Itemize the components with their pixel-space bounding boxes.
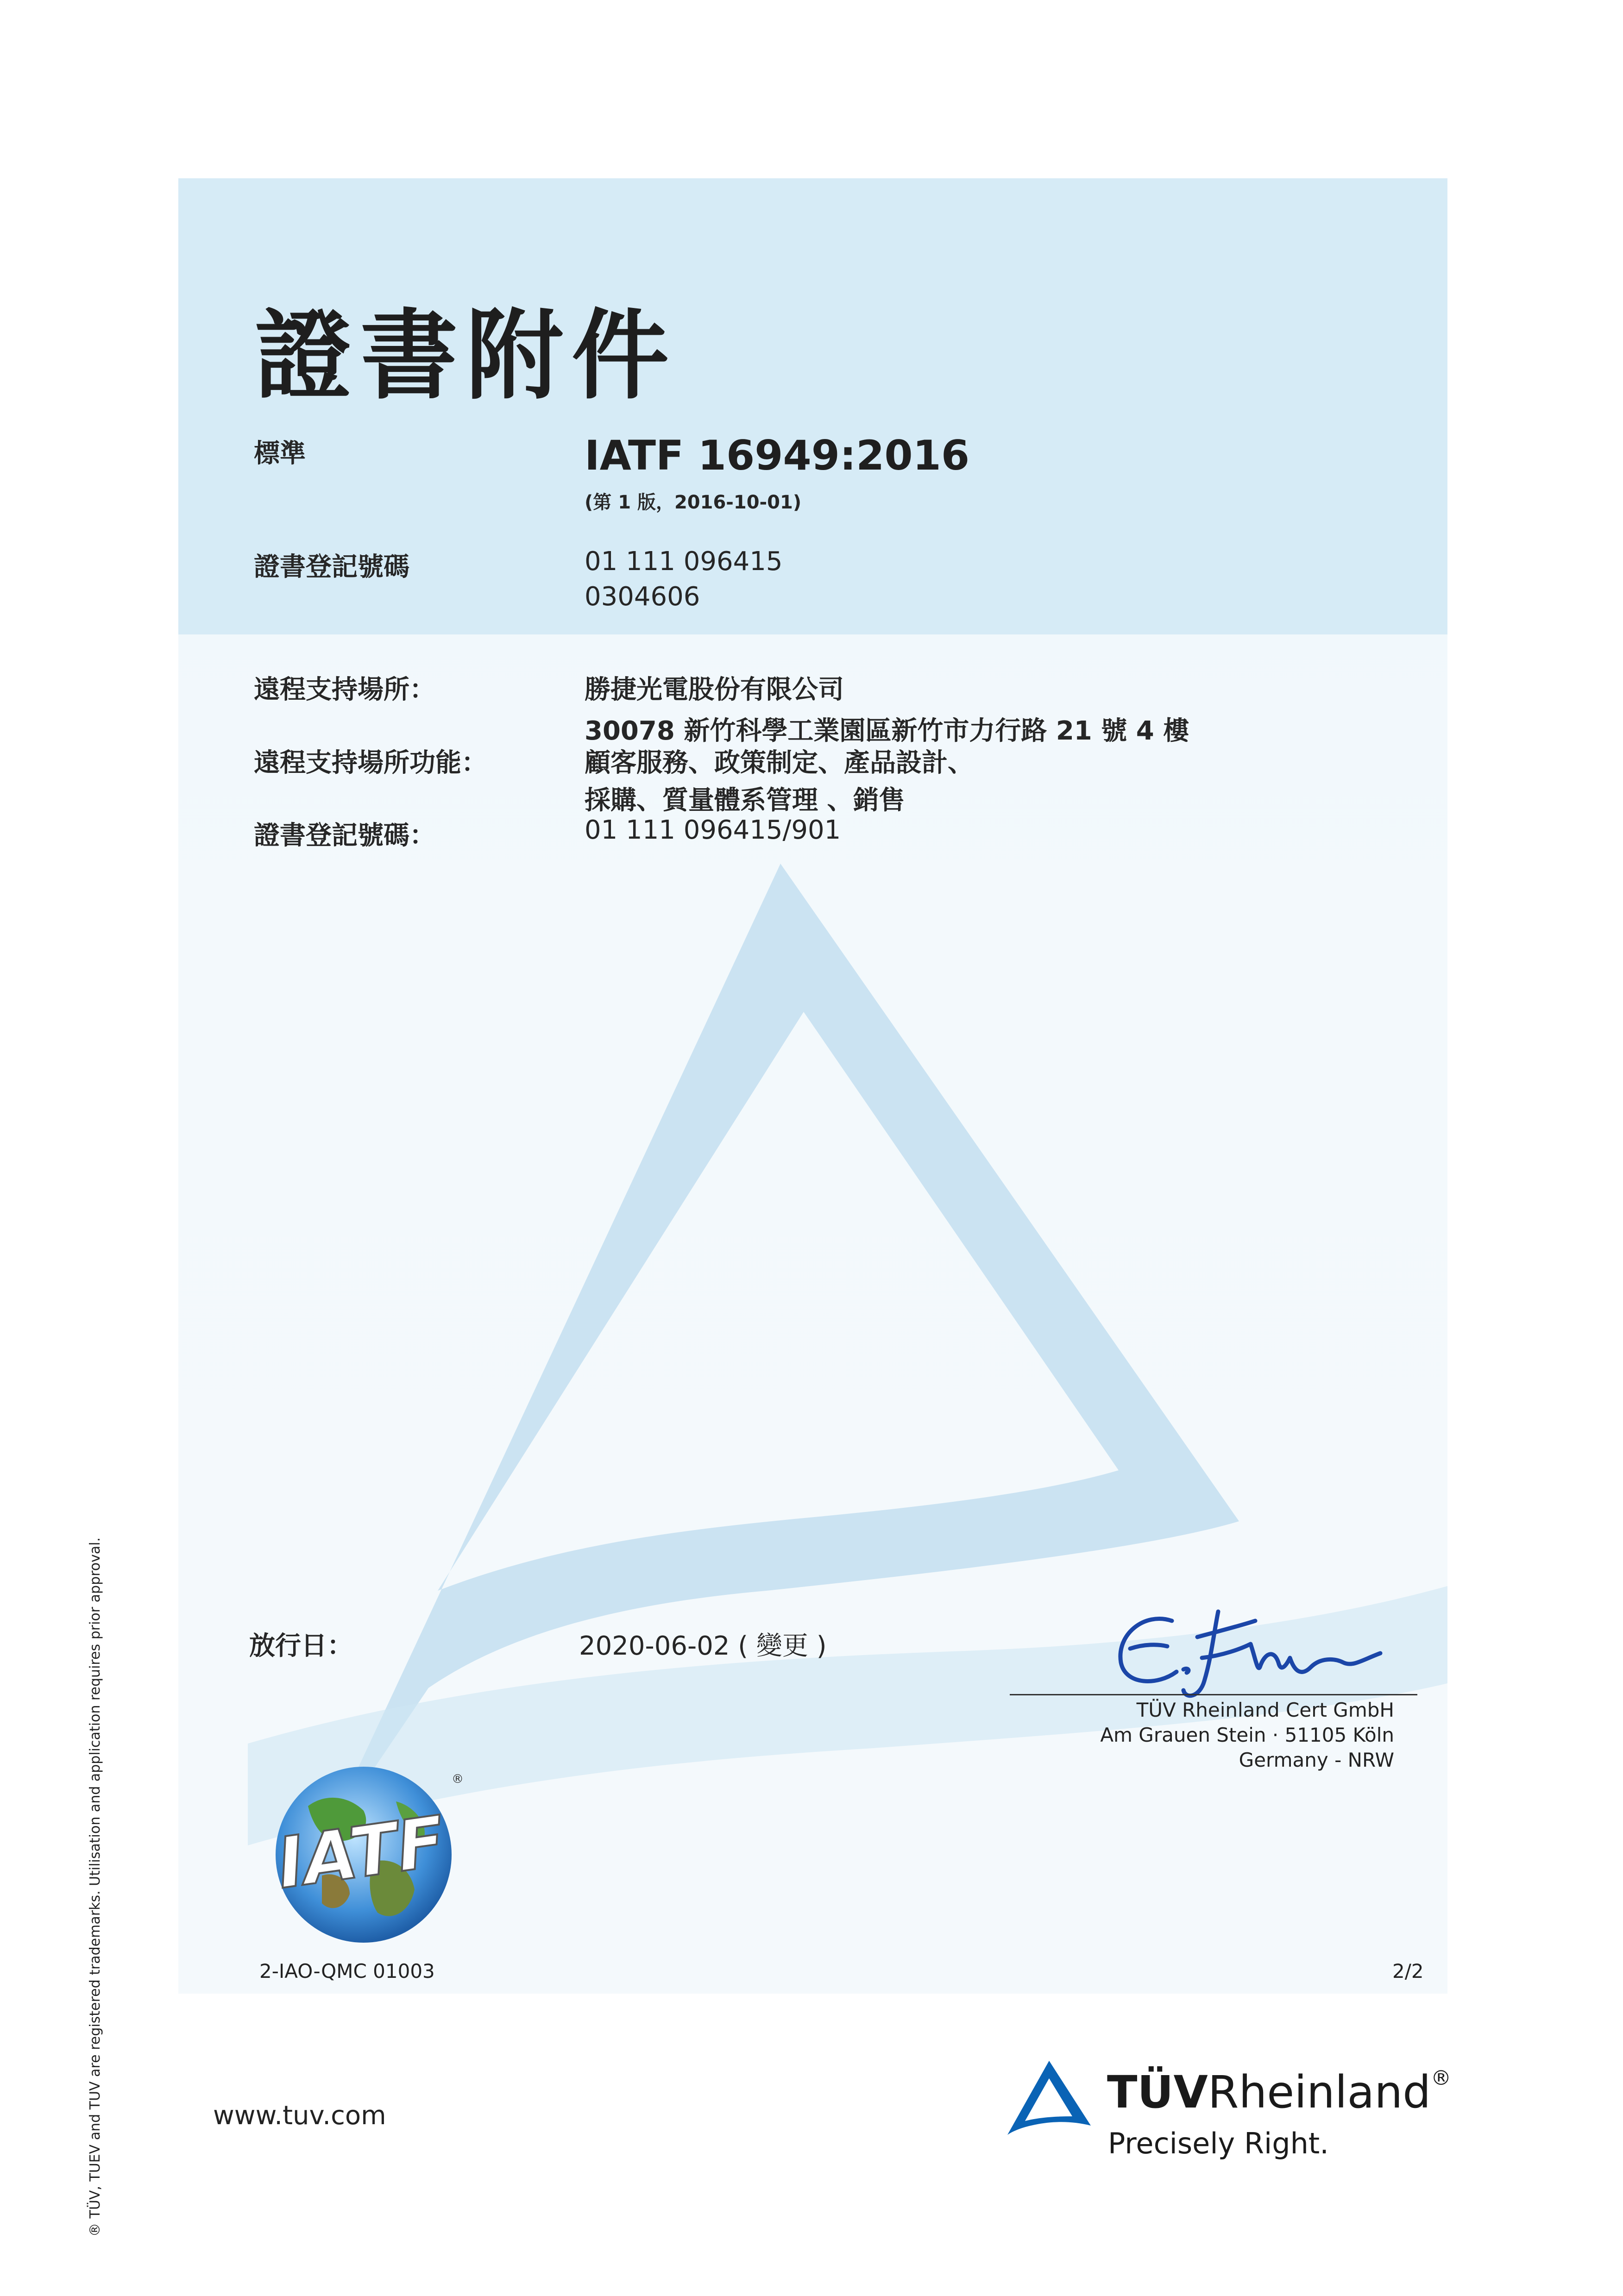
registered-mark: ® (1431, 2066, 1452, 2090)
site-label: 遠程支持場所： (254, 675, 435, 705)
issue-date: 2020-06-02 ( 變更 ) (579, 1631, 827, 1661)
iatf-code: 2-IAO-QMC 01003 (259, 1960, 435, 1982)
reg-number-2: 0304606 (585, 582, 700, 612)
document-title: 證書附件 (255, 299, 678, 413)
reg-number-1: 01 111 096415 (585, 546, 783, 577)
site-function-line-2: 採購、質量體系管理 、銷售 (585, 785, 905, 816)
trademark-note: ® TÜV, TUEV and TUV are registered trademarks. Utilisation and application requires prior approval. (87, 1537, 103, 2237)
tuv-triangle-logo (1003, 2056, 1095, 2139)
signature (1102, 1593, 1390, 1704)
signature-line (1010, 1694, 1417, 1695)
site-reg-number: 01 111 096415/901 (585, 815, 841, 845)
issuer-address: Am Grauen Stein · 51105 Köln (1100, 1724, 1394, 1746)
edition-value: (第 1 版，2016-10-01) (585, 492, 802, 513)
site-reg-label: 證書登記號碼： (254, 821, 435, 851)
iatf-logo-text: IATF (272, 1801, 450, 1905)
tuv-brand (1107, 2066, 1451, 2118)
svg-text:®: ® (452, 1772, 464, 1786)
standard-value: IATF 16949:2016 (585, 432, 970, 479)
brand-bold: TÜV (1107, 2066, 1208, 2118)
site-function-label: 遠程支持場所功能： (254, 748, 487, 778)
site-name: 勝捷光電股份有限公司 (585, 675, 844, 705)
site-address: 30078 新竹科學工業園區新竹市力行路 21 號 4 樓 (585, 716, 1189, 746)
reg-number-label: 證書登記號碼 (254, 552, 409, 582)
issue-date-label: 放行日： (249, 1631, 353, 1661)
tuv-slogan: Precisely Right. (1108, 2127, 1329, 2160)
iatf-globe-logo (257, 1755, 466, 1954)
page-number: 2/2 (1392, 1960, 1424, 1982)
brand-rest: Rheinland (1208, 2066, 1431, 2118)
site-function-line-1: 顧客服務、政策制定、產品設計、 (585, 748, 974, 778)
issuer-name: TÜV Rheinland Cert GmbH (1136, 1699, 1394, 1721)
website-link[interactable]: www.tuv.com (213, 2101, 386, 2131)
issuer-region: Germany - NRW (1239, 1749, 1394, 1771)
standard-label: 標準 (254, 439, 306, 469)
